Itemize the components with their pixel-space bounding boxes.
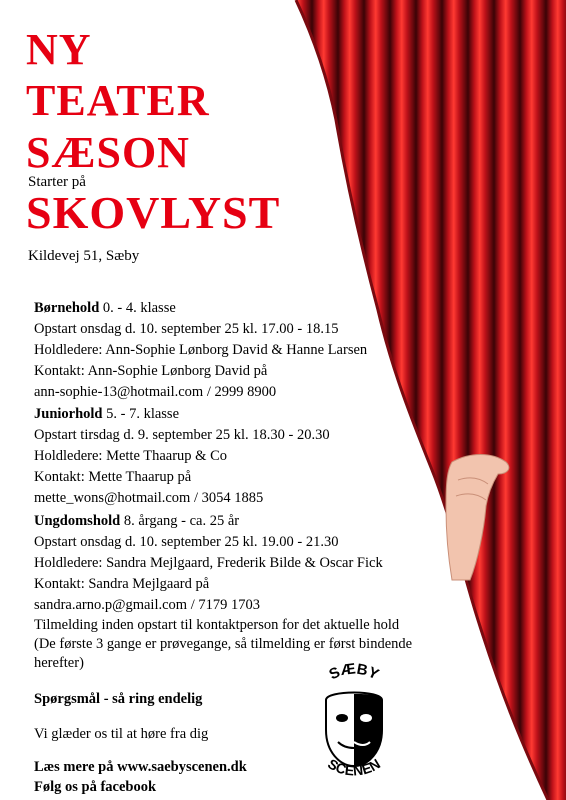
location-title: SKOVLYST	[26, 187, 281, 238]
registration-line-2: (De første 3 gange er prøvegange, så tilmelding er først bindende	[34, 636, 413, 652]
group-name: Juniorhold	[34, 406, 103, 422]
svg-text:SCENEN: SCENEN	[325, 755, 383, 779]
group-contact: Kontakt: Ann-Sophie Lønborg David på	[34, 363, 268, 379]
group-leaders: Holdledere: Mette Thaarup & Co	[34, 448, 228, 464]
group-contact-info: ann-sophie-13@hotmail.com / 2999 8900	[34, 384, 277, 400]
saeby-scenen-logo	[306, 660, 402, 780]
group-start: Opstart onsdag d. 10. september 25 kl. 19.00 - 21.30	[34, 534, 339, 550]
headline-line-3: SÆSON	[26, 128, 190, 177]
group-ungdomshold	[34, 511, 383, 616]
group-level: 0. - 4. klasse	[99, 300, 176, 316]
address: Kildevej 51, Sæby	[28, 248, 140, 264]
group-contact-info: mette_wons@hotmail.com / 3054 1885	[34, 490, 264, 506]
group-name: Ungdomshold	[34, 513, 121, 529]
headline-line-2: TEATER	[26, 76, 210, 125]
registration-line-1: Tilmelding inden opstart til kontaktperson for det aktuelle hold	[34, 617, 400, 633]
website-link[interactable]: Læs mere på www.saebyscenen.dk	[34, 759, 247, 775]
registration-line-3: herefter)	[34, 655, 84, 671]
svg-text:SÆBY: SÆBY	[326, 660, 382, 684]
starter-text: Starter på	[28, 174, 86, 190]
facebook-link[interactable]: Følg os på facebook	[34, 779, 157, 795]
group-name: Børnehold	[34, 300, 100, 316]
group-level: 8. årgang - ca. 25 år	[120, 513, 240, 529]
headline-line-1: NY	[26, 25, 92, 74]
group-leaders: Holdledere: Ann-Sophie Lønborg David & Hanne Larsen	[34, 342, 368, 358]
welcome-text: Vi glæder os til at høre fra dig	[34, 726, 209, 742]
group-leaders: Holdledere: Sandra Mejlgaard, Frederik Bilde & Oscar Fick	[34, 555, 383, 571]
group-contact-info: sandra.arno.p@gmail.com / 7179 1703	[34, 597, 260, 613]
group-start: Opstart tirsdag d. 9. september 25 kl. 18.30 - 20.30	[34, 427, 330, 443]
questions-text: Spørgsmål - så ring endelig	[34, 691, 203, 707]
group-juniorhold	[34, 404, 330, 509]
group-contact: Kontakt: Mette Thaarup på	[34, 469, 192, 485]
group-contact: Kontakt: Sandra Mejlgaard på	[34, 576, 210, 592]
group-level: 5. - 7. klasse	[102, 406, 180, 422]
group-bornehold	[34, 298, 367, 403]
footer	[34, 757, 247, 797]
group-start: Opstart onsdag d. 10. september 25 kl. 17.00 - 18.15	[34, 321, 339, 337]
